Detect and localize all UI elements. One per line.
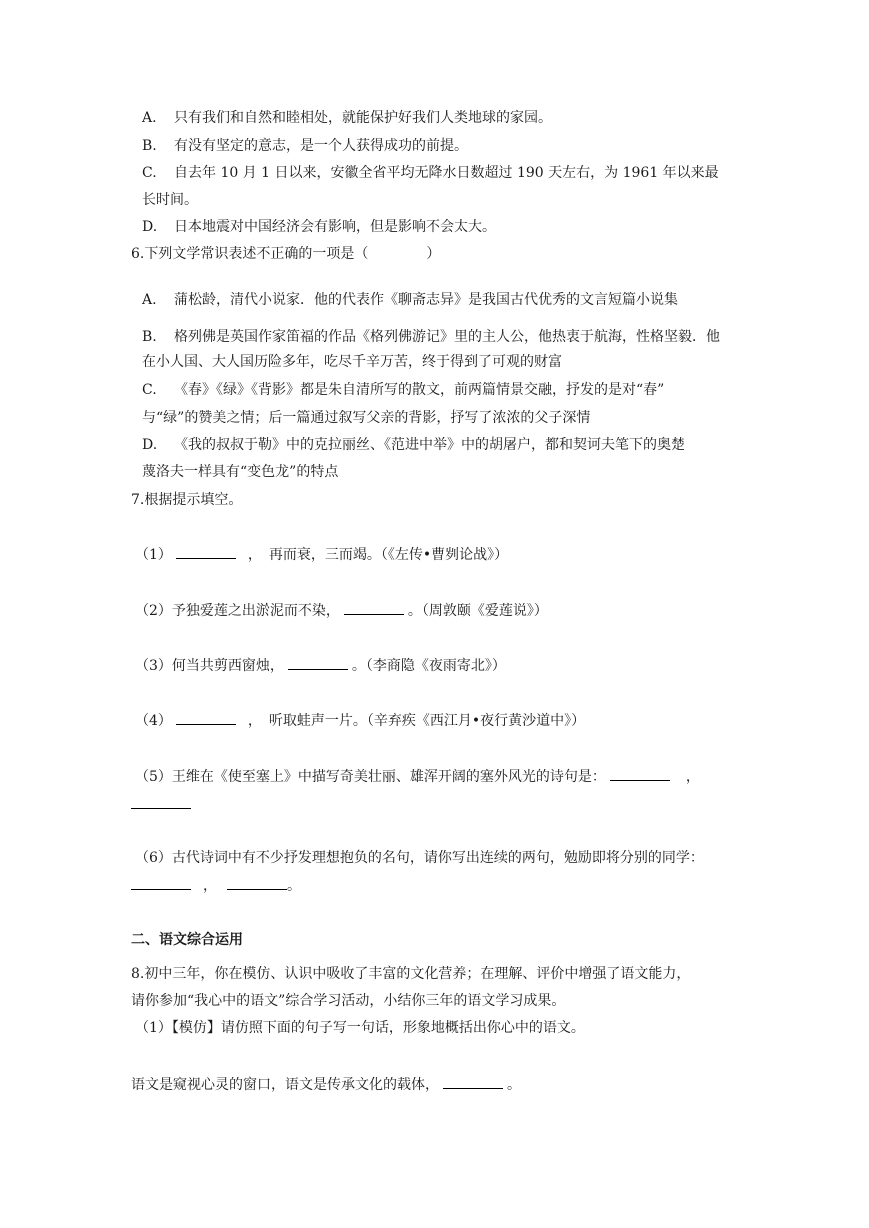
q6-option-c: C. 《春》《绿》《背影》都是朱自清所写的散文，前两篇情景交融，抒发的是对“春”: [142, 382, 665, 398]
q5-option-a: A. 只有我们和自然和睦相处，就能保护好我们人类地球的家园。: [142, 110, 552, 126]
q6-option-d: D. 《我的叔叔于勒》中的克拉丽丝、《范进中举》中的胡屠户，都和契诃夫笔下的奥楚: [142, 437, 685, 453]
q8-stem-line2: 请你参加“我心中的语文”综合学习活动，小结你三年的语文学习成果。: [131, 993, 566, 1009]
fill-blank[interactable]: [131, 875, 191, 890]
q5-option-b: B. 有没有坚定的意志，是一个人获得成功的前提。: [142, 138, 468, 154]
q5-option-c: C. 自去年 10 月 1 日以来，安徽全省平均无降水日数超过 190 天左右，为 1961 年以来最: [142, 165, 719, 181]
q6-stem: 6.下列文学常识表述不正确的一项是（ ）: [131, 246, 441, 262]
fill-blank[interactable]: [227, 875, 287, 890]
fill-blank[interactable]: [443, 1074, 503, 1089]
q6-option-c-cont: 与“绿”的赞美之情；后一篇通过叙写父亲的背影，抒写了浓浓的父子深情: [142, 410, 591, 426]
q8-subquestion-1: （1）【模仿】请仿照下面的句子写一句话，形象地概括出你心中的语文。: [135, 1020, 585, 1036]
q5-option-d: D. 日本地震对中国经济会有影响，但是影响不会太大。: [142, 219, 496, 235]
q7-item-5-blank2: [131, 794, 191, 815]
q7-item-4: （4） ， 听取蛙声一片。（辛弃疾《西江月•夜行黄沙道中》）: [135, 710, 585, 731]
fill-blank[interactable]: [176, 544, 236, 559]
q7-item-6-blanks: ， 。: [131, 875, 301, 896]
q6-option-b-cont: 在小人国、大人国历险多年，吃尽千辛万苦，终于得到了可观的财富: [142, 354, 562, 370]
q7-stem: 7.根据提示填空。: [131, 492, 243, 508]
q7-item-2: （2）予独爱莲之出淤泥而不染， 。（周敦颐《爱莲说》）: [135, 600, 548, 621]
section-heading: 二、语文综合运用: [131, 932, 243, 948]
fill-blank[interactable]: [176, 710, 236, 725]
fill-blank[interactable]: [288, 655, 348, 670]
q8-example: 语文是窥视心灵的窗口，语文是传承文化的载体， 。: [131, 1074, 521, 1095]
q5-option-c-cont: 长时间。: [142, 192, 198, 208]
q7-item-3: （3）何当共剪西窗烛， 。（李商隐《夜雨寄北》）: [135, 655, 506, 676]
fill-blank[interactable]: [131, 794, 191, 809]
q6-option-a: A. 蒲松龄，清代小说家．他的代表作《聊斋志异》是我国古代优秀的文言短篇小说集: [142, 292, 678, 308]
q6-option-b: B. 格列佛是英国作家笛福的作品《格列佛游记》里的主人公，他热衷于航海，性格坚毅．他: [142, 329, 720, 345]
q6-option-d-cont: 蔑洛夫一样具有“变色龙”的特点: [142, 464, 339, 480]
q7-item-1: （1） ， 再而衰，三而竭。（《左传•曹刿论战》）: [135, 544, 508, 565]
q8-stem-line1: 8.初中三年，你在模仿、认识中吸收了丰富的文化营养；在理解、评价中增强了语文能力，: [131, 966, 691, 982]
q7-item-5: （5）王维在《使至塞上》中描写奇美壮丽、雄浑开阔的塞外风光的诗句是： ，: [135, 766, 700, 787]
q7-item-6: （6）古代诗词中有不少抒发理想抱负的名句，请你写出连续的两句，勉励即将分别的同学：: [135, 850, 704, 866]
fill-blank[interactable]: [610, 766, 670, 781]
fill-blank[interactable]: [344, 600, 404, 615]
